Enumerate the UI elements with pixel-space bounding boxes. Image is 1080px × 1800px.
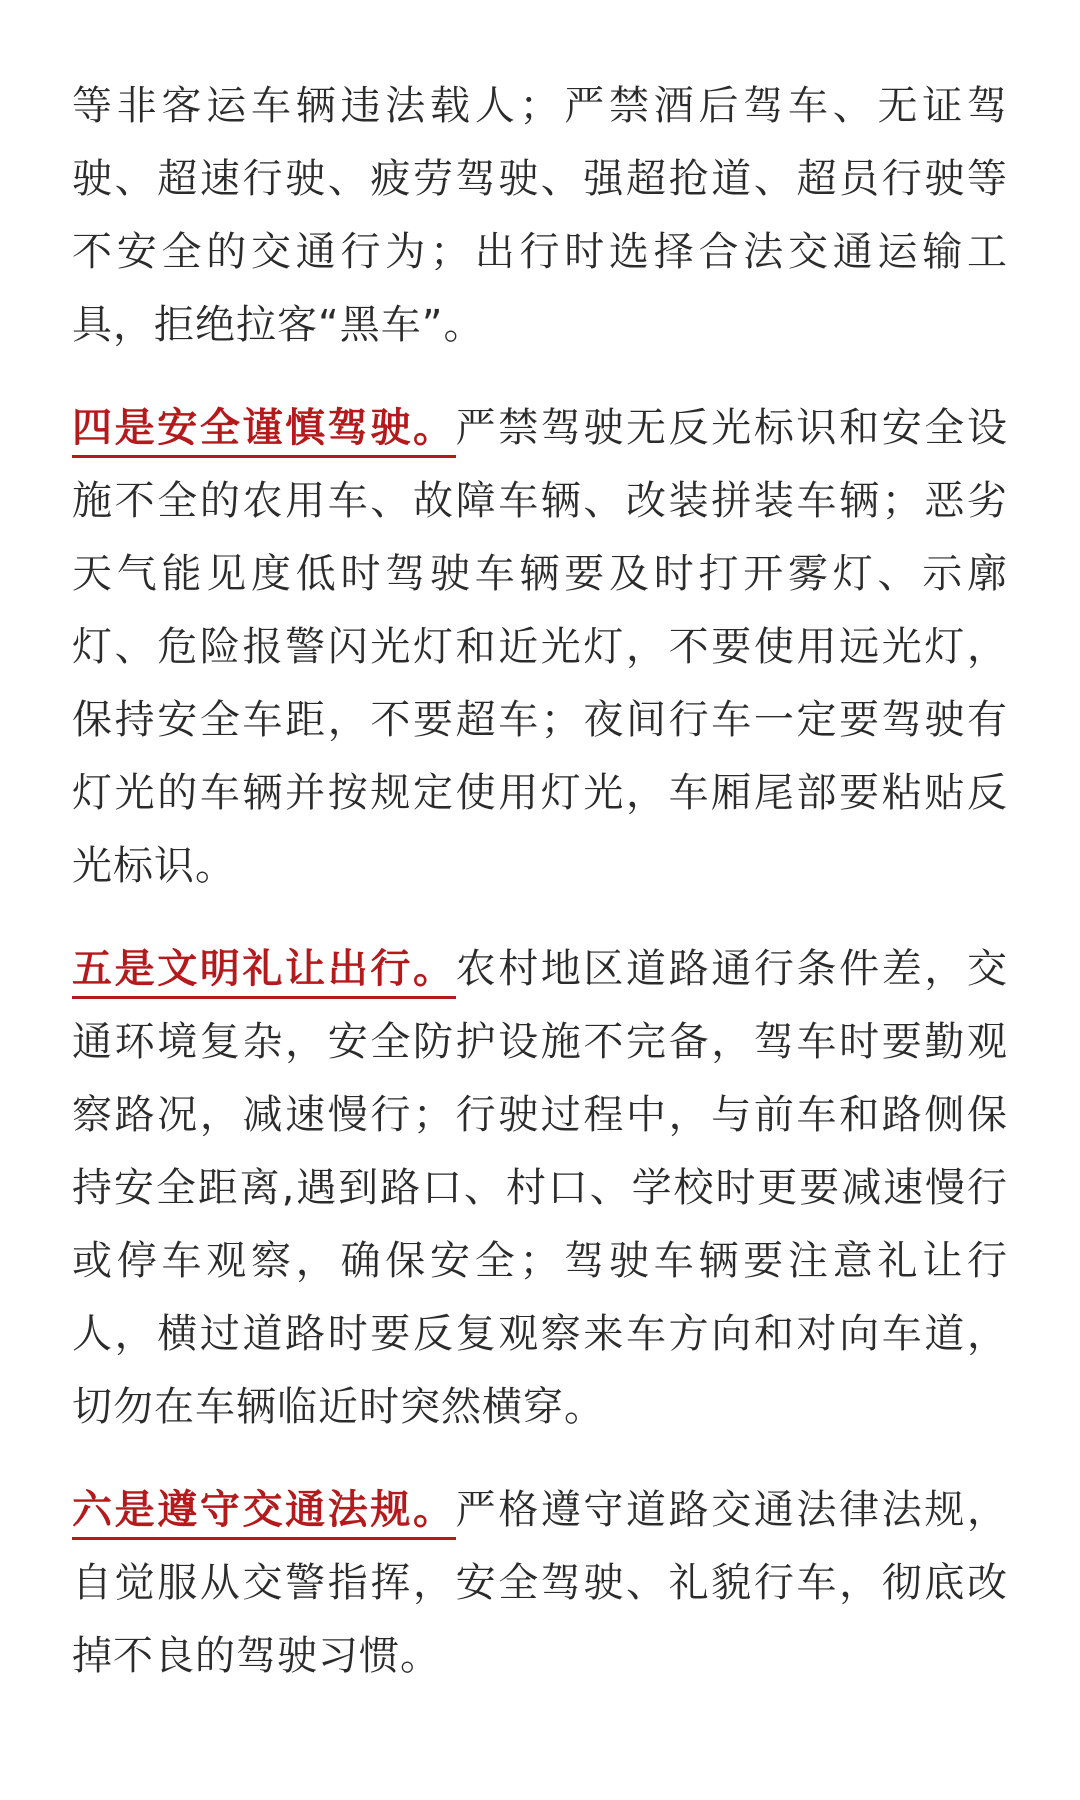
paragraph-heading: 五是文明礼让出行。 — [72, 946, 456, 999]
paragraph-body: 等非客运车辆违法载人；严禁酒后驾车、无证驾驶、超速行驶、疲劳驾驶、强超抢道、超员行驶等不安全的交通行为；出行时选择合法交通运输工具，拒绝拉客“黑车”。 — [72, 83, 1008, 348]
paragraph-careful-driving — [72, 392, 1008, 903]
paragraph-traffic-behaviour — [72, 70, 1008, 362]
paragraph-heading: 六是遵守交通法规。 — [72, 1487, 456, 1540]
paragraph-body: 农村地区道路通行条件差，交通环境复杂，安全防护设施不完备，驾车时要勤观察路况，减速慢行；行驶过程中，与前车和路侧保持安全距离,遇到路口、村口、学校时更要减速慢行或停车观察，确保安全；驾驶车辆要注意礼让行人，横过道路时要反复观察来车方向和对向车道，切勿在车辆临近时突然横穿。 — [72, 946, 1009, 1430]
paragraph-obey-traffic-laws — [72, 1474, 1008, 1693]
paragraph-courteous-travel — [72, 933, 1008, 1444]
paragraph-body: 严格遵守道路交通法律法规，自觉服从交警指挥，安全驾驶、礼貌行车，彻底改掉不良的驾驶习惯。 — [72, 1487, 1009, 1679]
paragraph-body: 严禁驾驶无反光标识和安全设施不全的农用车、故障车辆、改装拼装车辆；恶劣天气能见度低时驾驶车辆要及时打开雾灯、示廓灯、危险报警闪光灯和近光灯，不要使用远光灯，保持安全车距，不要超车；夜间行车一定要驾驶有灯光的车辆并按规定使用灯光，车厢尾部要粘贴反光标识。 — [72, 405, 1009, 889]
paragraph-heading: 四是安全谨慎驾驶。 — [72, 405, 456, 458]
